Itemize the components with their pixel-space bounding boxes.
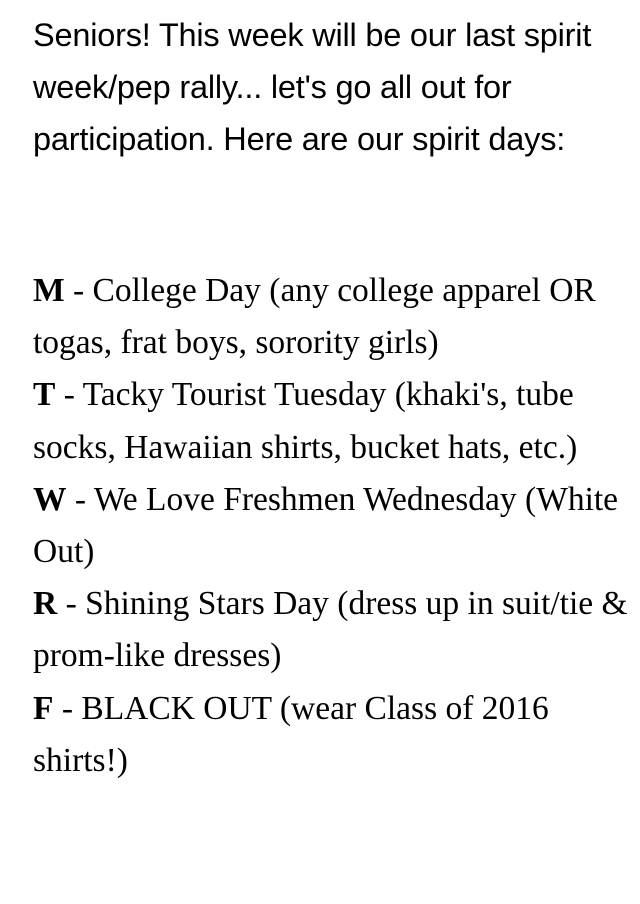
spirit-days-list <box>33 265 628 787</box>
day-letter: F <box>33 689 54 727</box>
intro-text: Seniors! This week will be our last spirit week/pep rally... let's go all out for participation. Here are our spirit days: <box>33 17 592 157</box>
day-description: Tacky Tourist Tuesday (khaki's, tube socks, Hawaiian shirts, bucket hats, etc.) <box>33 376 578 466</box>
day-item-tuesday <box>33 369 628 473</box>
day-description: Shining Stars Day (dress up in suit/tie & prom-like dresses) <box>33 585 628 675</box>
day-description: BLACK OUT (wear Class of 2016 shirts!) <box>33 689 549 779</box>
day-item-monday <box>33 265 628 369</box>
day-letter: M <box>33 272 65 309</box>
day-item-friday <box>33 683 628 787</box>
day-item-thursday <box>33 578 628 682</box>
day-separator: - <box>57 585 86 623</box>
day-description: We Love Freshmen Wednesday (White Out) <box>33 480 619 571</box>
day-description: College Day (any college apparel OR togas, frat boys, sorority girls) <box>33 272 596 362</box>
day-item-wednesday <box>33 474 628 578</box>
day-separator: - <box>55 376 83 414</box>
day-letter: W <box>33 480 67 518</box>
day-separator: - <box>64 272 93 309</box>
day-separator: - <box>66 480 94 518</box>
day-letter: T <box>33 376 56 414</box>
day-separator: - <box>53 689 82 727</box>
day-letter: R <box>33 585 58 623</box>
